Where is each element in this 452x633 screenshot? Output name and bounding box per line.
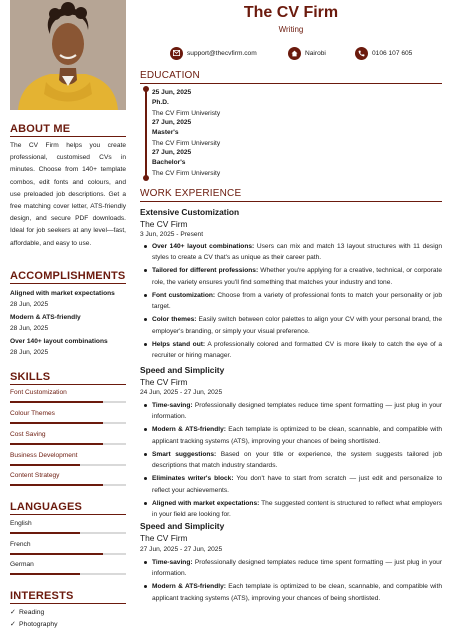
bullet-text: Each template is optimized to be clean, scannable, and compatible with applicant tracking systems (ATS), improving your chances of being shortlisted. — [152, 583, 442, 602]
skill-bar-fill — [10, 484, 103, 486]
bullet-label: Smart suggestions: — [152, 450, 217, 458]
skill-item — [10, 410, 126, 424]
profile-photo — [10, 0, 126, 110]
skill-bar-fill — [10, 464, 80, 466]
bullet-item — [140, 473, 442, 496]
checkmark-icon: ✓ — [10, 609, 16, 616]
candidate-name: The CV Firm — [243, 4, 339, 21]
skill-label: Business Development — [10, 452, 78, 459]
languages-heading: LANGUAGES — [10, 501, 83, 513]
education-heading: EDUCATION — [140, 70, 200, 81]
language-label: English — [10, 520, 32, 527]
skills-divider — [10, 384, 126, 385]
language-item — [10, 520, 126, 534]
bullet-label: Over 140+ layout combinations: — [152, 243, 255, 250]
job-title: Extensive Customization — [140, 207, 240, 217]
email-text: support@thecvfirm.com — [187, 49, 257, 57]
education-degree: Master's — [152, 129, 179, 136]
bullet-label: Time-saving: — [152, 402, 193, 409]
job-bullets — [140, 241, 442, 363]
bullet-item — [140, 424, 442, 447]
bullet-text: A professionally colored and formatted CV is more likely to catch the eye of a recruiter or hiring manager. — [152, 340, 442, 360]
language-bar — [10, 553, 126, 555]
accomplishment-date: 28 Jun, 2025 — [10, 349, 49, 356]
interest-label: Reading — [19, 609, 45, 616]
bullet-text: You don't have to start from scratch — just edit and personalize to reflect your achievements. — [152, 475, 442, 494]
accomplishments-heading: ACCOMPLISHMENTS — [10, 270, 126, 282]
skill-item — [10, 452, 126, 466]
job-company: The CV Firm — [140, 377, 188, 387]
bullet-item — [140, 314, 442, 337]
job-bullets — [140, 400, 442, 522]
phone-icon — [355, 47, 368, 60]
language-item — [10, 541, 126, 555]
language-bar — [10, 532, 126, 534]
bullet-item — [140, 498, 442, 521]
skill-bar — [10, 422, 126, 424]
education-school: The CV Firm University — [152, 170, 221, 177]
bullet-label: Font customization: — [152, 291, 216, 299]
skill-label: Colour Themes — [10, 410, 55, 417]
timeline-dot — [143, 175, 149, 181]
bullet-label: Helps stand out: — [152, 340, 206, 348]
about-heading: ABOUT ME — [10, 123, 71, 135]
language-bar-fill — [10, 532, 80, 534]
skill-label: Cost Saving — [10, 431, 46, 438]
interest-label: Photography — [19, 621, 58, 628]
skill-bar — [10, 464, 126, 466]
language-bar-fill — [10, 573, 80, 575]
languages-divider — [10, 514, 126, 515]
interests-divider — [10, 603, 126, 604]
bullet-label: Eliminates writer's block: — [152, 475, 234, 483]
language-label: German — [10, 561, 34, 568]
skill-bar-fill — [10, 422, 103, 424]
accomplishment-item — [10, 290, 126, 308]
skills-heading: SKILLS — [10, 371, 51, 383]
bullet-item — [140, 400, 442, 423]
accomplishment-item — [10, 338, 126, 356]
contact-location — [288, 46, 326, 60]
work-heading: WORK EXPERIENCE — [140, 188, 242, 199]
bullet-text: Whether you're applying for a creative, technical, or corporate role, the variety ensures you'll find something that matches your industry and tone. — [152, 267, 442, 286]
education-school: The CV Firm University — [152, 140, 221, 147]
bullet-item — [140, 339, 442, 362]
interest-item — [10, 620, 58, 628]
education-school: The CV Firm Univeristy — [152, 110, 221, 117]
education-degree: Ph.D. — [152, 99, 169, 106]
job-company: The CV Firm — [140, 533, 188, 543]
interest-item — [10, 608, 44, 616]
about-text: The CV Firm helps you create professional, customised CVs in minutes. Choose from 140+ template combos, edit fonts and colours, and use preloaded job descriptions. Get a free matching cover letter, ATS-friendly design, and secure PDF downloads. Ideal for job seekers at any level—fast, affordable, and easy to use. — [10, 142, 126, 247]
skill-item — [10, 472, 126, 486]
bullet-item — [140, 290, 442, 313]
language-bar-fill — [10, 553, 103, 555]
skill-bar — [10, 443, 126, 445]
skill-label: Font Customization — [10, 389, 67, 396]
bullet-text: Choose from a variety of professional fonts to match your personality or job target. — [152, 291, 442, 311]
bullet-text: Professionally designed templates reduce time spent formatting — just plug in your information. — [152, 402, 442, 421]
bullet-text: Based on your title or experience, the system suggests tailored job descriptions that match industry standards. — [152, 450, 442, 470]
education-timeline — [145, 89, 147, 179]
skill-bar — [10, 401, 126, 403]
home-icon — [288, 47, 301, 60]
accomplishment-item — [10, 314, 126, 332]
bullet-text: The suggested content is structured to reflect what employers in your field are looking for. — [152, 499, 442, 519]
job-date: 27 Jun, 2025 - 27 Jun, 2025 — [140, 546, 223, 553]
left-column — [0, 0, 131, 633]
bullet-item — [140, 265, 442, 288]
job-bullets — [140, 557, 442, 606]
bullet-label: Time-saving: — [152, 559, 193, 566]
bullet-label: Modern & ATS-friendly: — [152, 426, 226, 434]
bullet-label: Color themes: — [152, 316, 197, 324]
bullet-item — [140, 581, 442, 604]
skill-item — [10, 389, 126, 403]
language-label: French — [10, 541, 31, 548]
bullet-item — [140, 449, 442, 472]
candidate-role: Writing — [278, 25, 304, 34]
language-bar — [10, 573, 126, 575]
skill-item — [10, 431, 126, 445]
accomplishment-title: Over 140+ layout combinations — [10, 338, 108, 345]
bullet-text: Easily switch between color palettes to align your CV with your personal brand, the employer's branding, or simply your visual preference. — [152, 316, 442, 335]
about-divider — [10, 136, 126, 137]
job-date: 3 Jun, 2025 - Present — [140, 231, 204, 238]
education-date: 27 Jun, 2025 — [152, 149, 192, 156]
education-divider — [140, 83, 442, 84]
skill-label: Content Strategy — [10, 472, 60, 479]
language-item — [10, 561, 126, 575]
skill-bar-fill — [10, 401, 103, 403]
accomplishment-date: 28 Jun, 2025 — [10, 301, 49, 308]
checkmark-icon: ✓ — [10, 621, 16, 628]
bullet-text: Each template is optimized to be clean, scannable, and compatible with applicant tracking systems (ATS), improving your chances of being shortlisted. — [152, 426, 442, 445]
bullet-text: Users can mix and match 13 layout structures with 11 design styles to create a CV that's as unique as their career path. — [152, 243, 443, 262]
education-date: 27 Jun, 2025 — [152, 119, 192, 126]
job-title: Speed and Simplicity — [140, 365, 225, 375]
accomplishment-title: Modern & ATS-friendly — [10, 314, 81, 321]
bullet-item — [140, 557, 442, 580]
education-degree: Bachelor's — [152, 159, 186, 166]
contact-email[interactable] — [170, 46, 257, 60]
timeline-dot — [143, 86, 149, 92]
work-divider — [140, 201, 442, 202]
bullet-label: Aligned with market expectations: — [152, 499, 260, 507]
accomplishment-date: 28 Jun, 2025 — [10, 325, 49, 332]
contact-phone[interactable] — [355, 46, 412, 60]
location-text: Nairobi — [305, 49, 326, 57]
bullet-label: Tailored for different professions: — [152, 267, 259, 275]
bullet-item — [140, 241, 442, 264]
job-date: 24 Jun, 2025 - 27 Jun, 2025 — [140, 389, 223, 396]
accomplishments-divider — [10, 283, 126, 284]
accomplishment-title: Aligned with market expectations — [10, 290, 115, 297]
job-title: Speed and Simplicity — [140, 521, 225, 531]
envelope-icon — [170, 47, 183, 60]
job-company: The CV Firm — [140, 219, 188, 229]
interests-heading: INTERESTS — [10, 590, 74, 602]
phone-text: 0106 107 605 — [372, 49, 413, 57]
skill-bar — [10, 484, 126, 486]
bullet-text: Professionally designed templates reduce time spent formatting — just plug in your information. — [152, 559, 442, 578]
skill-bar-fill — [10, 443, 103, 445]
education-date: 25 Jun, 2025 — [152, 89, 192, 96]
bullet-label: Modern & ATS-friendly: — [152, 583, 226, 591]
